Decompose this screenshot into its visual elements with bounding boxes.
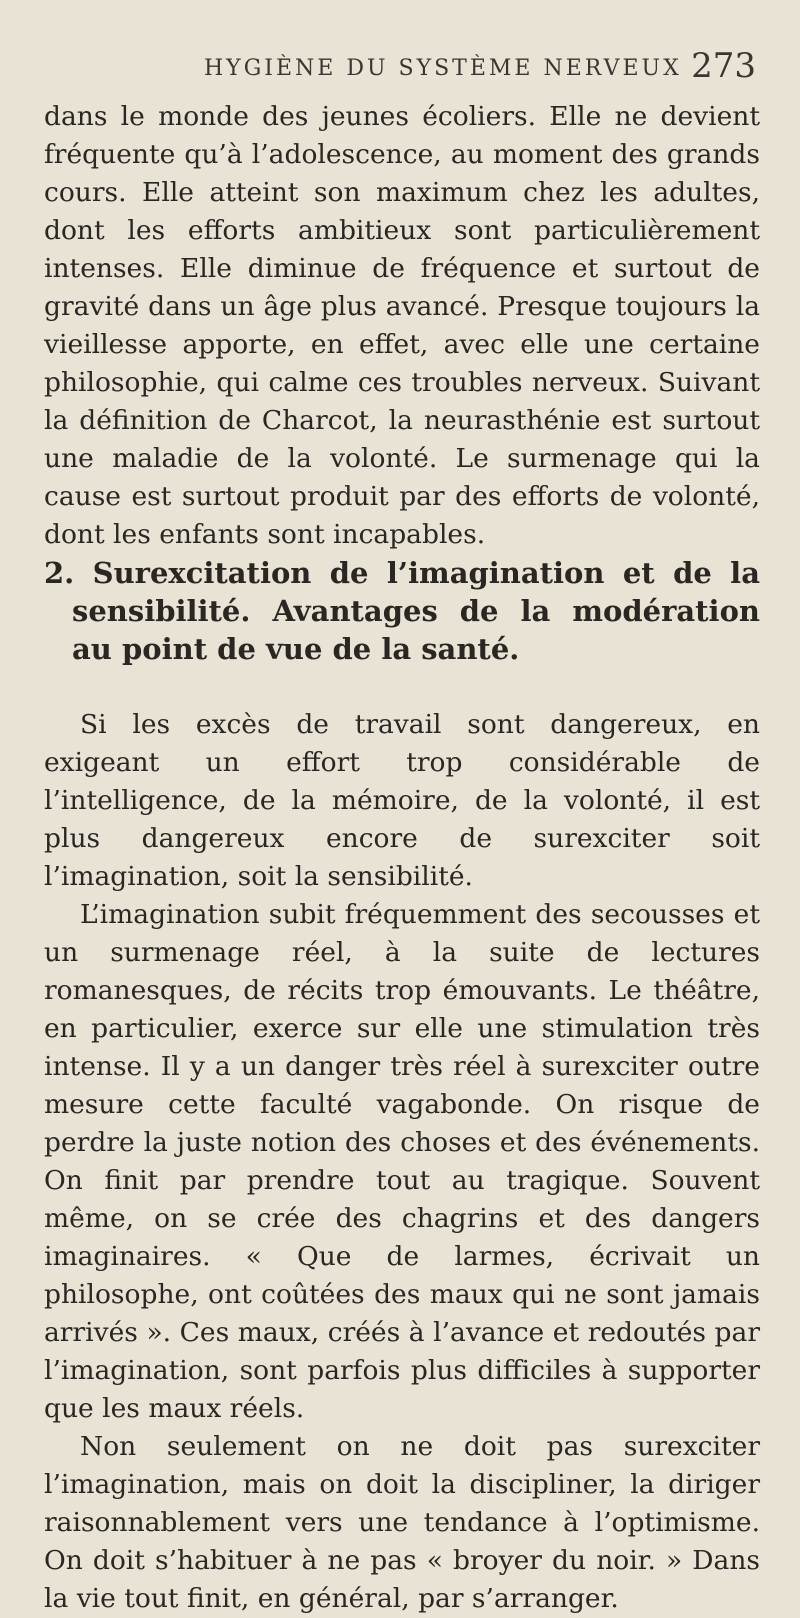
running-head bbox=[44, 44, 760, 84]
body-text bbox=[44, 98, 760, 1618]
running-title: HYGIÈNE DU SYSTÈME NERVEUX bbox=[204, 56, 682, 81]
page-number: 273 bbox=[691, 46, 756, 86]
paragraph-continued: dans le monde des jeunes écoliers. Elle ne devient fréquente qu’à l’adolescence, au moment des grands cours. Elle atteint son maximum chez les adultes, dont les efforts ambitieux sont particulièrement intenses. Elle diminue de fréquence et surtout de gravité dans un âge plus avancé. Presque toujours la vieillesse apporte, en effet, avec elle une certaine philosophie, qui calme ces troubles nerveux. Suivant la définition de Charcot, la neurasthénie est surtout une maladie de la volonté. Le surmenage qui la cause est surtout produit par des efforts de volonté, dont les enfants sont incapables. bbox=[44, 101, 760, 550]
paragraph: Non seulement on ne doit pas surexciter l’imagination, mais on doit la discipliner, la diriger raisonnablement vers une tendance à l’optimisme. On doit s’habituer à ne pas « broyer du noir. » Dans la vie tout finit, en général, par s’arranger. bbox=[44, 1431, 760, 1614]
paragraph: Si les excès de travail sont dangereux, en exigeant un effort trop considérable de l’intelligence, de la mémoire, de la volonté, il est plus dangereux encore de surexciter soit l’imagination, soit la sensibilité. bbox=[44, 709, 760, 892]
section-heading: 2. Surexcitation de l’imagination et de la sensibilité. Avantages de la modération au point de vue de la santé. bbox=[44, 556, 760, 666]
paragraph: L’imagination subit fréquemment des secousses et un surmenage réel, à la suite de lectures romanesques, de récits trop émouvants. Le théâtre, en particulier, exerce sur elle une stimulation très intense. Il y a un danger très réel à surexciter outre mesure cette faculté vagabonde. On risque de perdre la juste notion des choses et des événements. On finit par prendre tout au tragique. Souvent même, on se crée des chagrins et des dangers imaginaires. « Que de larmes, écrivait un philosophe, ont coûtées des maux qui ne sont jamais arrivés ». Ces maux, créés à l’avance et redoutés par l’imagination, sont parfois plus difficiles à supporter que les maux réels. bbox=[44, 899, 760, 1424]
